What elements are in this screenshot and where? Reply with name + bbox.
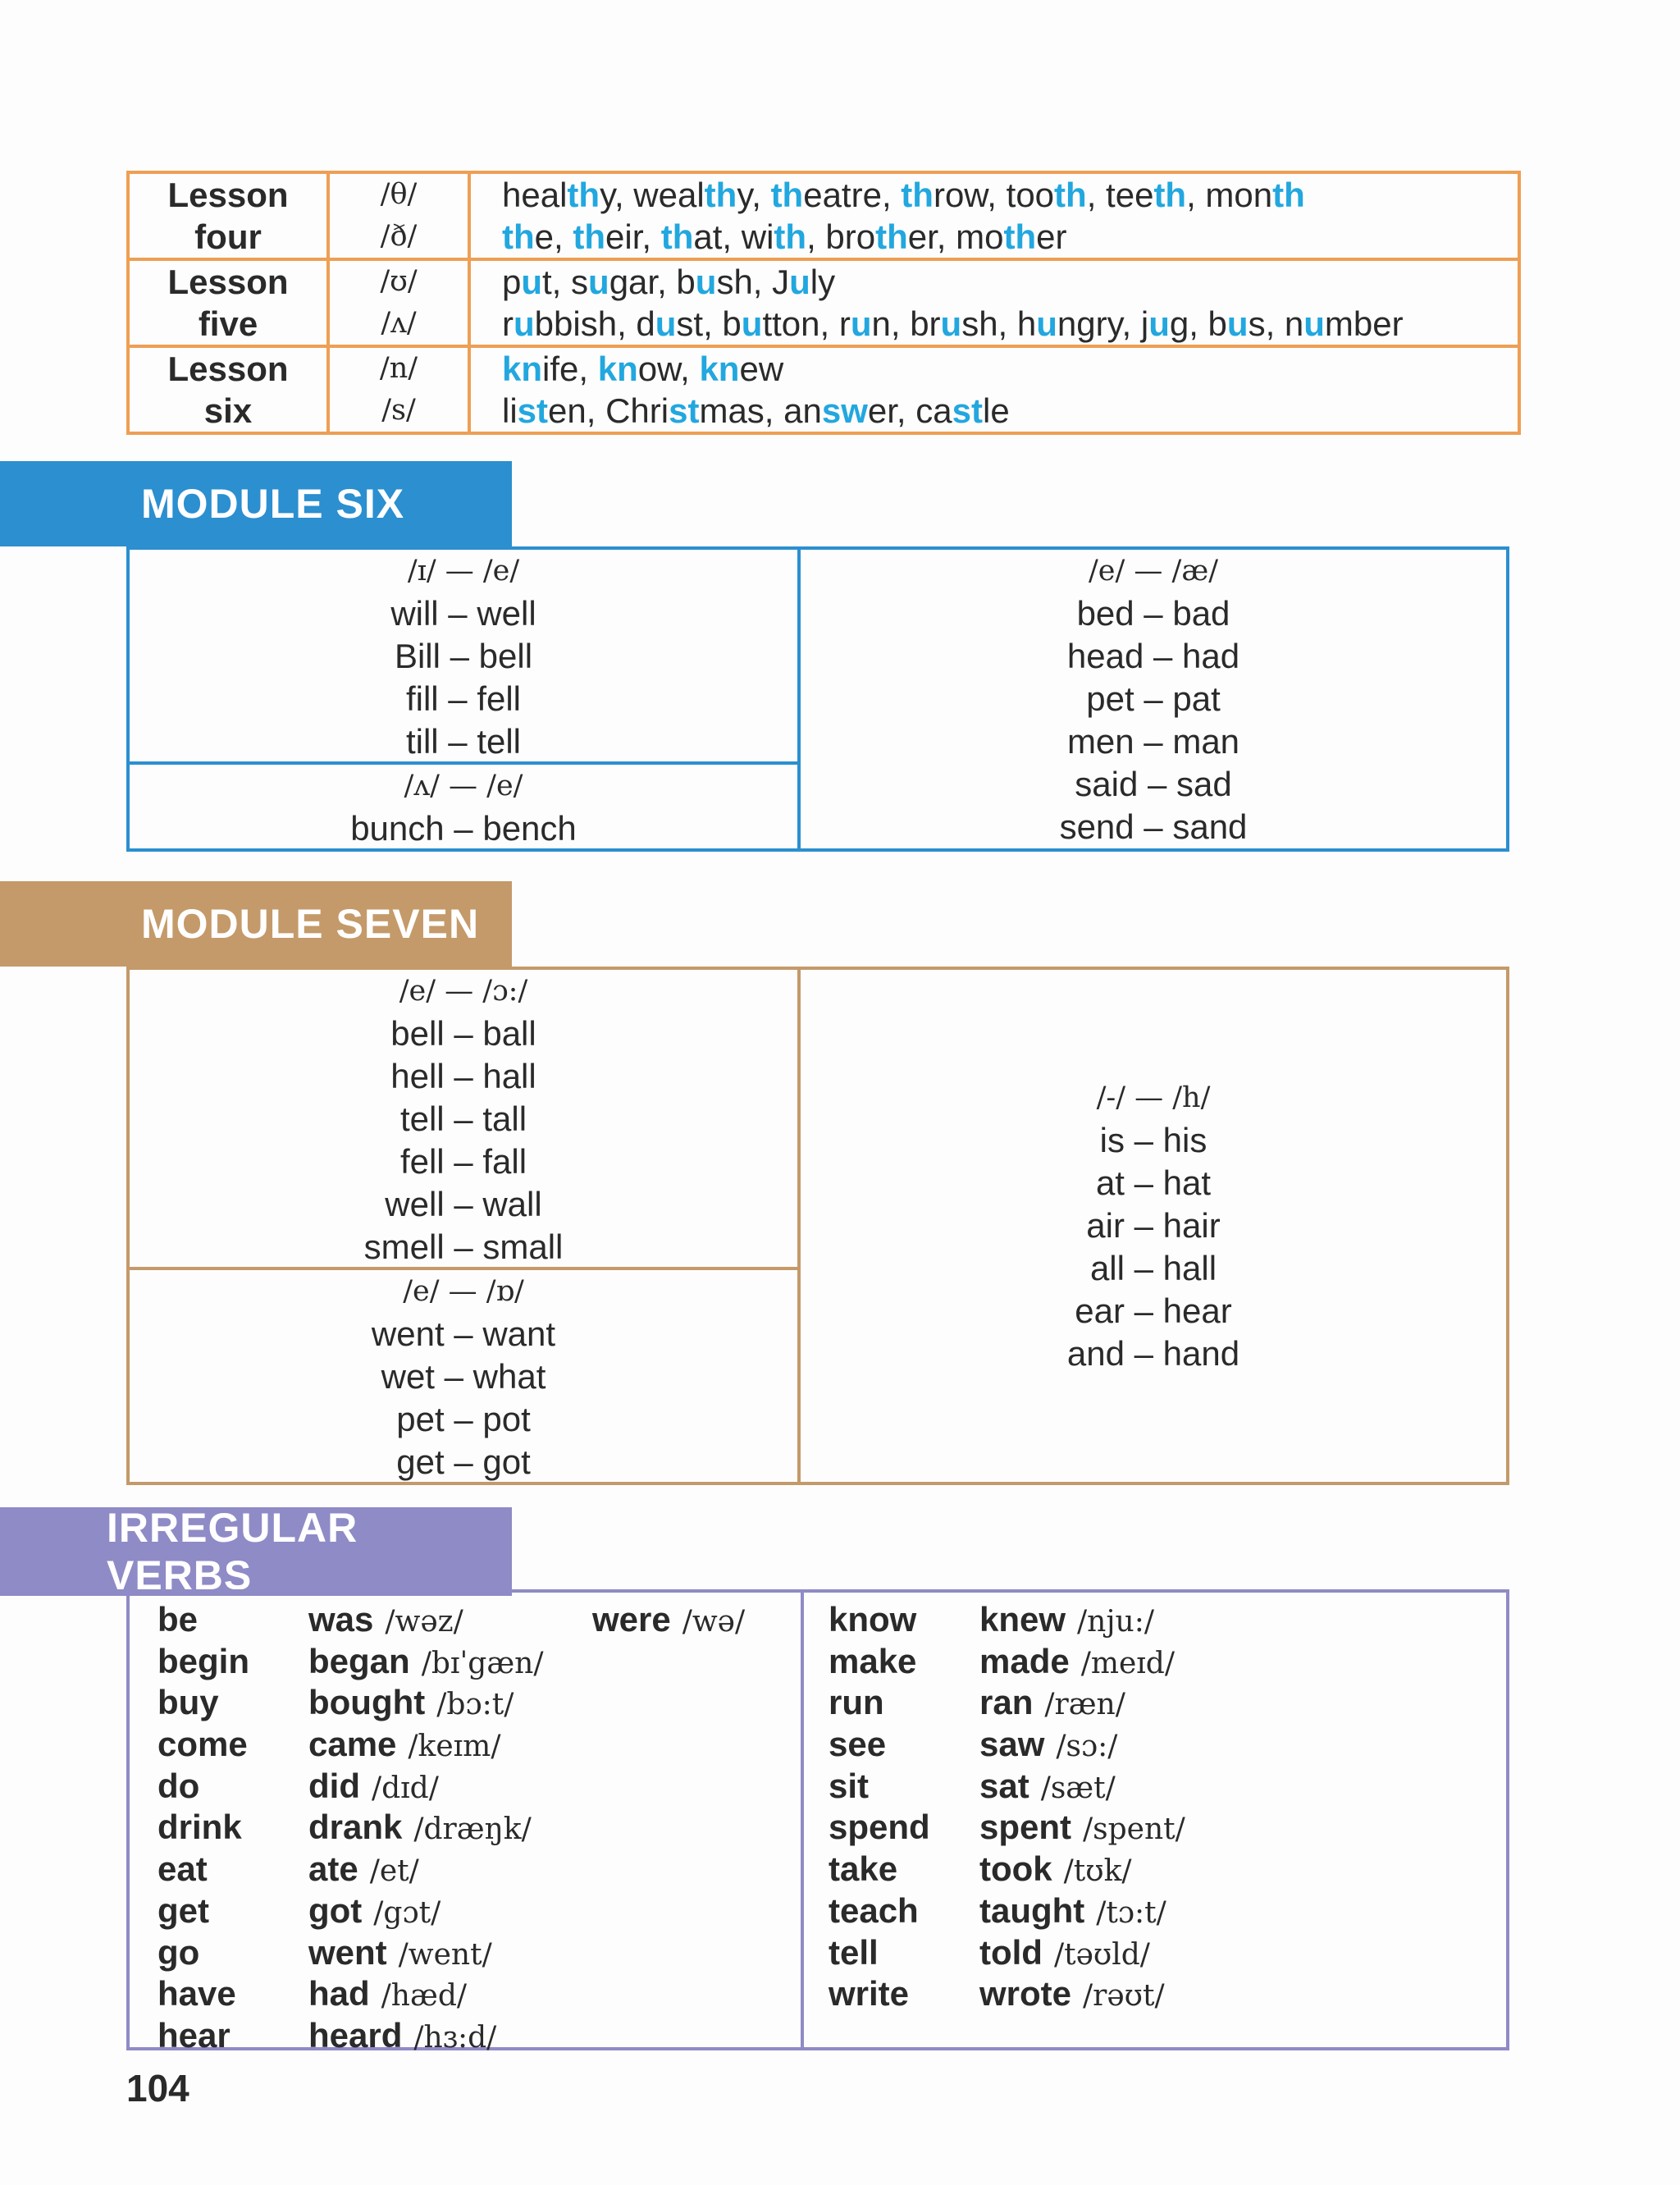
verb-past-form: spent <box>979 1808 1072 1847</box>
verb-past-ipa: /bɔ:t/ <box>436 1688 514 1722</box>
highlighted-letters: th <box>1153 176 1187 214</box>
word-text: bbish, d <box>534 304 655 343</box>
verb-past-ipa: /wəz/ <box>385 1605 463 1639</box>
verb-past-form: taught <box>979 1890 1085 1930</box>
lesson-ipa-symbol: /n/ <box>379 352 418 385</box>
word-text: y, weal <box>600 176 705 214</box>
verb-row <box>829 1766 1485 1808</box>
verb-base: have <box>158 1974 236 2014</box>
verb-past-ipa: /dræŋk/ <box>413 1812 532 1847</box>
module-six-group-v-e <box>130 765 797 848</box>
word-text: ngry, j <box>1057 304 1149 343</box>
highlighted-letters: u <box>1036 304 1057 343</box>
word-text: , tee <box>1086 176 1154 214</box>
verb-past <box>308 1932 492 1977</box>
word-text: row, too <box>933 176 1055 214</box>
highlighted-letters: st <box>952 391 983 430</box>
lessons-table <box>126 171 1521 435</box>
minimal-pair: ear – hear <box>1075 1291 1232 1330</box>
lesson-words-line <box>502 261 1518 303</box>
verb-base: go <box>158 1932 200 1972</box>
verb-row <box>829 1807 1485 1849</box>
module-seven-group-e-o-long <box>130 970 797 1270</box>
verb-past-ipa: /rəʊt/ <box>1083 1979 1165 2014</box>
verb-past <box>308 2015 496 2059</box>
lesson-ipa-cell <box>328 259 469 346</box>
module-six-left-column <box>130 550 801 848</box>
highlighted-letters: kn <box>597 350 638 388</box>
highlighted-letters: th <box>1003 217 1037 256</box>
verb-past-form: wrote <box>979 1974 1072 2014</box>
verb-past <box>979 1641 1175 1685</box>
verb-past-form: ran <box>979 1683 1034 1722</box>
verb-past-form: got <box>308 1890 363 1930</box>
verb-row <box>158 1807 797 1849</box>
highlighted-letters: u <box>695 263 717 301</box>
verb-base: sit <box>829 1766 870 1805</box>
highlighted-letters: st <box>669 391 700 430</box>
lesson-name: five <box>198 304 258 343</box>
verb-past-form: saw <box>979 1725 1045 1764</box>
verb-past <box>308 1641 543 1685</box>
lesson-words-cell <box>469 259 1519 346</box>
word-text: ife, <box>542 350 598 388</box>
minimal-pair: pet – pat <box>1086 679 1221 718</box>
lesson-words-line <box>502 174 1518 216</box>
highlighted-letters: th <box>573 217 606 256</box>
highlighted-letters: th <box>704 176 737 214</box>
minimal-pair: said – sad <box>1075 765 1232 803</box>
verb-past-form: drank <box>308 1808 403 1847</box>
highlighted-letters: th <box>1272 176 1305 214</box>
verb-row <box>829 1849 1485 1890</box>
verb-past-form: made <box>979 1641 1070 1680</box>
irregular-verbs-box <box>126 1589 1509 2055</box>
verb-past-ipa: /sæt/ <box>1040 1771 1116 1805</box>
column-divider <box>801 1593 804 2047</box>
verb-past-ipa: /gɔt/ <box>373 1895 441 1930</box>
verb-past-form: told <box>979 1932 1043 1972</box>
minimal-pair: and – hand <box>1066 1334 1240 1373</box>
verb-past-ipa: /spent/ <box>1083 1812 1185 1847</box>
verb-past-ipa: /təʊld/ <box>1053 1937 1150 1972</box>
verb-past-form: heard <box>308 2015 403 2055</box>
highlighted-letters: th <box>502 217 535 256</box>
highlighted-letters: u <box>789 263 810 301</box>
lesson-name: Lesson <box>167 263 289 301</box>
lesson-row <box>128 172 1519 259</box>
word-text: , bro <box>806 217 876 256</box>
verb-past-ipa: /bɪˈgæn/ <box>421 1646 544 1680</box>
highlighted-letters: th <box>770 176 804 214</box>
verb-base: do <box>158 1766 200 1805</box>
verb-past <box>308 1973 467 2018</box>
verb-row <box>158 1724 797 1766</box>
module-seven-left-column <box>130 970 801 1482</box>
highlighted-letters: th <box>875 217 908 256</box>
page-number: 104 <box>126 2067 189 2110</box>
verb-past-ipa: /et/ <box>369 1854 419 1889</box>
module-seven-right-column <box>801 970 1506 1482</box>
lessons-table-body <box>128 172 1519 433</box>
verb-past <box>308 1682 514 1726</box>
lesson-name: four <box>194 217 262 256</box>
verb-row <box>158 1599 797 1641</box>
lesson-name-cell <box>128 346 328 433</box>
module-seven-header: MODULE SEVEN <box>0 881 512 967</box>
verb-row <box>829 1932 1485 1974</box>
lesson-words-line <box>502 303 1518 345</box>
verb-row <box>158 1641 797 1683</box>
word-text: y, <box>737 176 771 214</box>
module-seven-group-h <box>1067 1077 1239 1375</box>
minimal-pair: send – sand <box>1059 807 1248 846</box>
lesson-ipa-cell <box>328 346 469 433</box>
highlighted-letters: kn <box>699 350 740 388</box>
module-six-box <box>126 546 1509 852</box>
verb-past-ipa: /nju:/ <box>1077 1605 1154 1639</box>
irregular-verbs-right-column <box>829 1599 1485 2047</box>
ipa-contrast-title: /ɪ/ — /e/ <box>407 555 520 587</box>
lesson-ipa-symbol: /ð/ <box>380 220 418 253</box>
verb-past-ipa: /hɜ:d/ <box>413 2020 497 2055</box>
word-text: mber <box>1324 304 1404 343</box>
verb-base: eat <box>158 1849 208 1889</box>
minimal-pair: well – wall <box>385 1185 542 1223</box>
verb-row <box>158 1932 797 1974</box>
highlighted-letters: th <box>567 176 600 214</box>
verb-row <box>829 1599 1485 1641</box>
word-text: eatre, <box>803 176 902 214</box>
verb-base: get <box>158 1890 209 1930</box>
word-text: , mon <box>1186 176 1273 214</box>
verb-base: come <box>158 1725 248 1764</box>
highlighted-letters: u <box>940 304 962 343</box>
minimal-pair: bunch – bench <box>350 809 577 848</box>
verb-base: know <box>829 1600 917 1639</box>
word-text: ew <box>739 350 784 388</box>
verb-row <box>158 1766 797 1808</box>
verb-past <box>979 1973 1165 2018</box>
word-text: eir, <box>605 217 661 256</box>
verb-past <box>308 1807 532 1851</box>
minimal-pair: hell – hall <box>390 1057 536 1095</box>
highlighted-letters: u <box>1226 304 1249 343</box>
lesson-row <box>128 346 1519 433</box>
verb-past <box>308 1890 441 1935</box>
verb-row <box>158 1890 797 1932</box>
highlighted-letters: u <box>850 304 872 343</box>
verb-past-ipa: /dɪd/ <box>371 1771 439 1805</box>
word-text: r <box>502 304 514 343</box>
verb-past-ipa: /tɔ:t/ <box>1096 1895 1166 1930</box>
minimal-pair: will – well <box>390 594 536 633</box>
verb-base: write <box>829 1974 910 2014</box>
lesson-name-cell <box>128 259 328 346</box>
word-text: g, b <box>1169 304 1227 343</box>
module-six-right-column <box>801 550 1506 848</box>
highlighted-letters: u <box>1148 304 1170 343</box>
lesson-ipa-symbol: /ʊ/ <box>380 265 418 298</box>
verb-past <box>979 1890 1166 1935</box>
verb-past-form: began <box>308 1641 410 1680</box>
verb-past-ipa: /tʊk/ <box>1063 1854 1132 1889</box>
verb-base: hear <box>158 2015 231 2055</box>
minimal-pair: all – hall <box>1089 1249 1217 1287</box>
highlighted-letters: th <box>660 217 694 256</box>
word-text: ly <box>810 263 836 301</box>
word-text: t, s <box>542 263 589 301</box>
word-text: e, <box>534 217 573 256</box>
verb-past-form: did <box>308 1766 360 1805</box>
highlighted-letters: u <box>588 263 609 301</box>
lesson-row <box>128 259 1519 346</box>
lesson-words-line <box>502 390 1518 432</box>
verb-past-form: had <box>308 1974 370 2014</box>
minimal-pair: pet – pot <box>396 1400 531 1438</box>
lesson-ipa-cell <box>328 172 469 259</box>
module-six-header: MODULE SIX <box>0 461 512 546</box>
verb-past <box>979 1932 1150 1977</box>
minimal-pair: bed – bad <box>1076 594 1230 633</box>
module-six-group-i-e <box>130 550 797 765</box>
verb-past-form: was <box>308 1600 374 1639</box>
lesson-words-line <box>502 216 1518 258</box>
module-six-group-e-ae <box>801 550 1506 848</box>
minimal-pair: Bill – bell <box>394 637 533 675</box>
verb-row <box>829 1890 1485 1932</box>
verb-past <box>308 1766 439 1810</box>
verb-past-ipa: /hæd/ <box>381 1979 467 2014</box>
verb-row <box>829 1682 1485 1724</box>
module-seven-group-e-o-short <box>130 1270 797 1482</box>
ipa-contrast-title: /e/ — /æ/ <box>1088 555 1219 587</box>
verb-base: make <box>829 1641 917 1680</box>
verb-past-ipa: /meɪd/ <box>1080 1646 1175 1680</box>
verb-past-form: were <box>592 1600 671 1639</box>
lesson-name-cell <box>128 172 328 259</box>
verb-past <box>308 1849 419 1893</box>
verb-base: tell <box>829 1932 879 1972</box>
lesson-ipa-symbol: /s/ <box>381 394 416 427</box>
verb-base: begin <box>158 1641 249 1680</box>
word-text: heal <box>502 176 568 214</box>
verb-past <box>308 1724 500 1768</box>
highlighted-letters: u <box>655 304 677 343</box>
verb-row <box>829 1724 1485 1766</box>
highlighted-letters: u <box>741 304 763 343</box>
verb-row <box>158 2015 797 2057</box>
irregular-verbs-left-column <box>158 1599 797 2055</box>
verb-base: teach <box>829 1890 919 1930</box>
verb-base: buy <box>158 1683 219 1722</box>
minimal-pair: air – hair <box>1086 1206 1221 1245</box>
verb-past-form: came <box>308 1725 397 1764</box>
minimal-pair: smell – small <box>363 1227 564 1266</box>
ipa-contrast-title: /ʌ/ — /e/ <box>404 770 523 802</box>
word-text: ow, <box>637 350 700 388</box>
word-text: n, br <box>871 304 941 343</box>
word-text: gar, b <box>609 263 696 301</box>
verb-row <box>158 1682 797 1724</box>
word-text: at, wi <box>693 217 774 256</box>
verb-past-ipa: /keɪm/ <box>408 1730 501 1764</box>
word-text: le <box>982 391 1010 430</box>
verb-base: see <box>829 1725 887 1764</box>
ipa-contrast-title: /e/ — /ɒ/ <box>403 1275 524 1308</box>
verb-past-ipa: /went/ <box>398 1937 492 1972</box>
word-text: en, Chri <box>548 391 669 430</box>
word-text: sh, h <box>961 304 1037 343</box>
ipa-contrast-title: /e/ — /ɔ:/ <box>399 975 528 1008</box>
highlighted-letters: th <box>774 217 807 256</box>
minimal-pair: get – got <box>396 1442 531 1481</box>
highlighted-letters: u <box>521 263 543 301</box>
minimal-pair: went – want <box>371 1314 556 1353</box>
minimal-pair: is – his <box>1099 1121 1208 1159</box>
verb-past-ipa: /wə/ <box>682 1605 746 1639</box>
irregular-verbs-header: IRREGULAR VERBS <box>0 1507 512 1596</box>
lesson-name: Lesson <box>167 350 289 388</box>
word-text: p <box>502 263 522 301</box>
verb-base: be <box>158 1600 199 1639</box>
minimal-pair: bell – ball <box>390 1014 536 1053</box>
highlighted-letters: kn <box>502 350 543 388</box>
word-text: tton, r <box>762 304 851 343</box>
verb-past-form: sat <box>979 1766 1029 1805</box>
lesson-name: six <box>203 391 253 430</box>
highlighted-letters: u <box>514 304 535 343</box>
minimal-pair: head – had <box>1066 637 1240 675</box>
word-text: er, mo <box>907 217 1004 256</box>
highlighted-letters: u <box>1303 304 1325 343</box>
verb-past-form: bought <box>308 1683 426 1722</box>
highlighted-letters: th <box>1054 176 1087 214</box>
lesson-words-line <box>502 348 1518 390</box>
verb-row <box>158 1849 797 1890</box>
highlighted-letters: th <box>901 176 934 214</box>
module-seven-box <box>126 967 1509 1485</box>
highlighted-letters: sw <box>821 391 868 430</box>
word-text: er <box>1036 217 1067 256</box>
minimal-pair: men – man <box>1066 722 1240 761</box>
verb-past-form: knew <box>979 1600 1066 1639</box>
lesson-ipa-symbol: /θ/ <box>380 178 418 211</box>
lesson-words-cell <box>469 172 1519 259</box>
verb-row <box>158 1973 797 2015</box>
lesson-words-cell <box>469 346 1519 433</box>
verb-row <box>829 1973 1485 2015</box>
verb-past-ipa: /sɔ:/ <box>1056 1730 1118 1764</box>
word-text: li <box>502 391 518 430</box>
minimal-pair: tell – tall <box>399 1099 527 1138</box>
verb-past-form: took <box>979 1849 1052 1889</box>
verb-past <box>979 1599 1154 1643</box>
verb-past <box>979 1682 1125 1726</box>
verb-past <box>979 1766 1116 1810</box>
verb-past <box>979 1724 1117 1768</box>
verb-base: spend <box>829 1808 930 1847</box>
minimal-pair: fell – fall <box>399 1142 527 1181</box>
ipa-contrast-title: /-/ — /h/ <box>1096 1081 1211 1114</box>
verb-past-form: went <box>308 1932 387 1972</box>
minimal-pair: till – tell <box>405 722 522 761</box>
verb-base: drink <box>158 1808 242 1847</box>
verb-past <box>979 1849 1132 1893</box>
verb-row <box>829 1641 1485 1683</box>
verb-base: take <box>829 1849 898 1889</box>
verb-past <box>979 1807 1185 1851</box>
verb-past-ipa: /ræn/ <box>1044 1688 1125 1722</box>
word-text: sh, J <box>716 263 790 301</box>
highlighted-letters: st <box>517 391 549 430</box>
minimal-pair: wet – what <box>381 1357 546 1396</box>
verb-past <box>308 1599 463 1643</box>
minimal-pair: fill – fell <box>405 679 522 718</box>
word-text: mas, an <box>699 391 822 430</box>
lesson-name: Lesson <box>167 176 289 214</box>
word-text: er, ca <box>867 391 952 430</box>
verb-past-plural <box>592 1599 745 1643</box>
lesson-ipa-symbol: /ʌ/ <box>381 307 417 340</box>
word-text: s, n <box>1248 304 1304 343</box>
verb-past-form: ate <box>308 1849 358 1889</box>
verb-base: run <box>829 1683 884 1722</box>
minimal-pair: at – hat <box>1095 1163 1212 1202</box>
word-text: st, b <box>676 304 742 343</box>
